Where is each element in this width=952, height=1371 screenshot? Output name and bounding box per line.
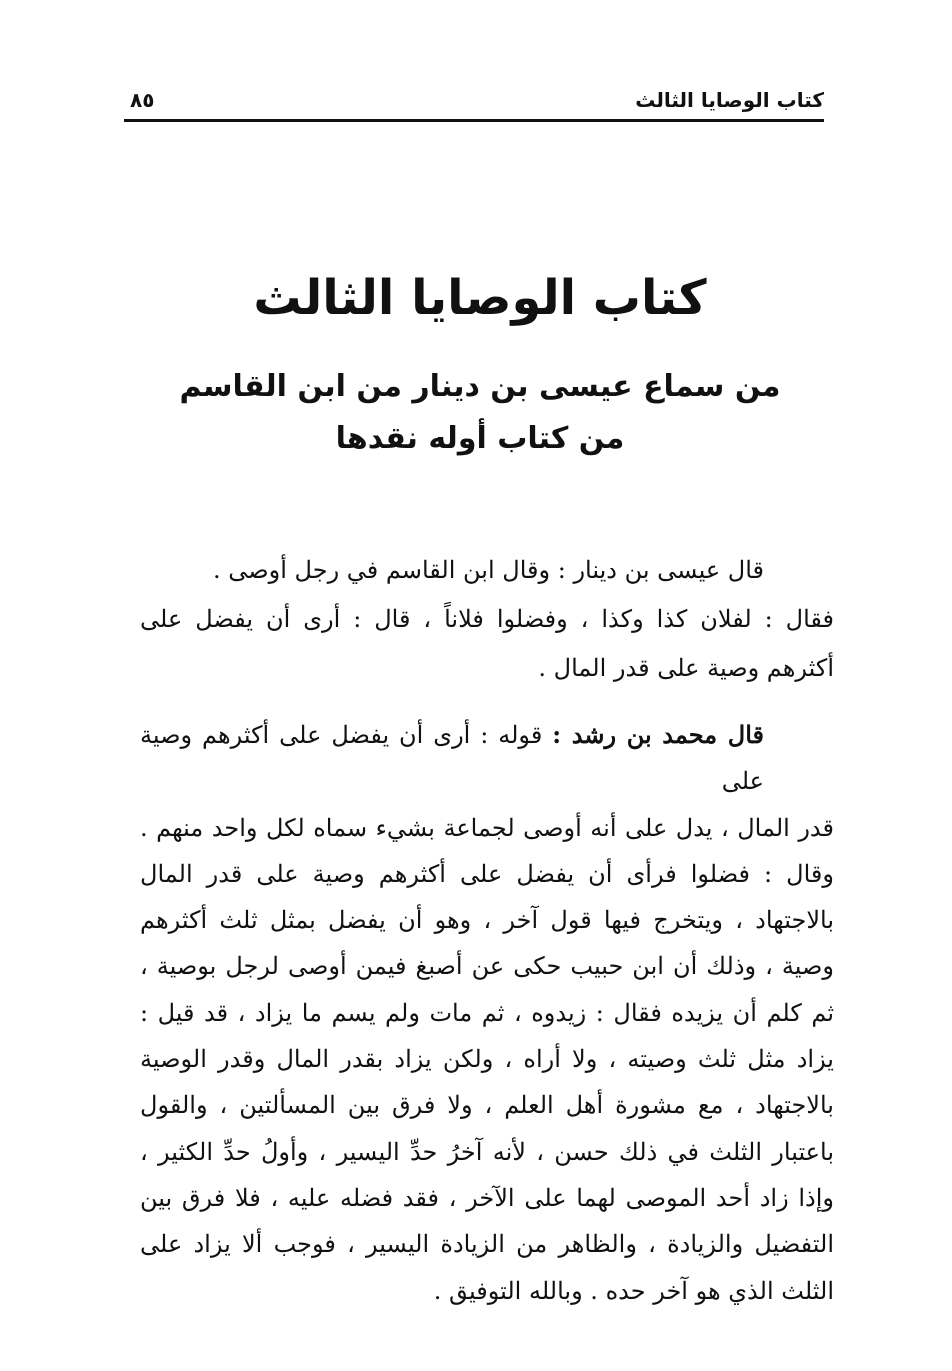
running-header [124, 86, 824, 122]
paragraph-2-lead [140, 712, 834, 805]
paragraph-1 [140, 546, 834, 693]
page-number: ٨٥ [130, 88, 155, 112]
running-header-title: كتاب الوصايا الثالث [635, 88, 824, 112]
paragraph-2-text: قدر المال ، يدل على أنه أوصى لجماعة بشيء سماه لكل واحد منهم . وقال : فضلوا فرأى أن يفضل على أكثرهم وصية على قدر المال بالاجتهاد ، ويتخرج فيها قول آخر ، وهو أن يفضل بمثل ثلث أكثرهم وصية ، وذلك أن ابن حبيب حكى عن أصبغ فيمن أوصى لرجل بوصية ، ثم كلم أن يزيده فقال : زيدوه ، ثم مات ولم يسم ما يزاد ، قد قيل : يزاد مثل ثلث وصيته ، ولا أراه ، ولكن يزاد بقدر المال وقدر الوصية بالاجتهاد ، مع مشورة أهل العلم ، ولا فرق بين المسألتين ، والقول باعتبار الثلث في ذلك حسن ، لأنه آخرُ حدِّ اليسير ، وأولُ حدِّ الكثير ، وإذا زاد أحد الموصى لهما على الآخر ، فقد فضله عليه ، فلا فرق بين التفضيل والزيادة ، والظاهر من الزيادة اليسير ، فوجب ألا يزاد على الثلث الذي هو آخر حده . وبالله التوفيق . [140, 813, 834, 1305]
speaker-label: قال محمد بن رشد : [552, 720, 764, 749]
book-title: كتاب الوصايا الثالث [253, 270, 707, 326]
paragraph-2-lead-text: قوله : أرى أن يفضل على أكثرهم وصية على [140, 721, 764, 796]
subtitle-line-1: من سماع عيسى بن دينار من ابن القاسم [179, 369, 781, 404]
paragraph-2 [140, 712, 834, 1314]
header-rule [124, 119, 824, 122]
subtitle-line-2: من كتاب أوله نقدها [335, 421, 625, 456]
paragraph-1-text: فقال : لفلان كذا وكذا ، وفضلوا فلاناً ، قال : أرى أن يفضل على أكثرهم وصية على قدر المال . [140, 605, 834, 682]
paragraph-1-lead: قال عيسى بن دينار : وقال ابن القاسم في رجل أوصى . [213, 556, 764, 584]
